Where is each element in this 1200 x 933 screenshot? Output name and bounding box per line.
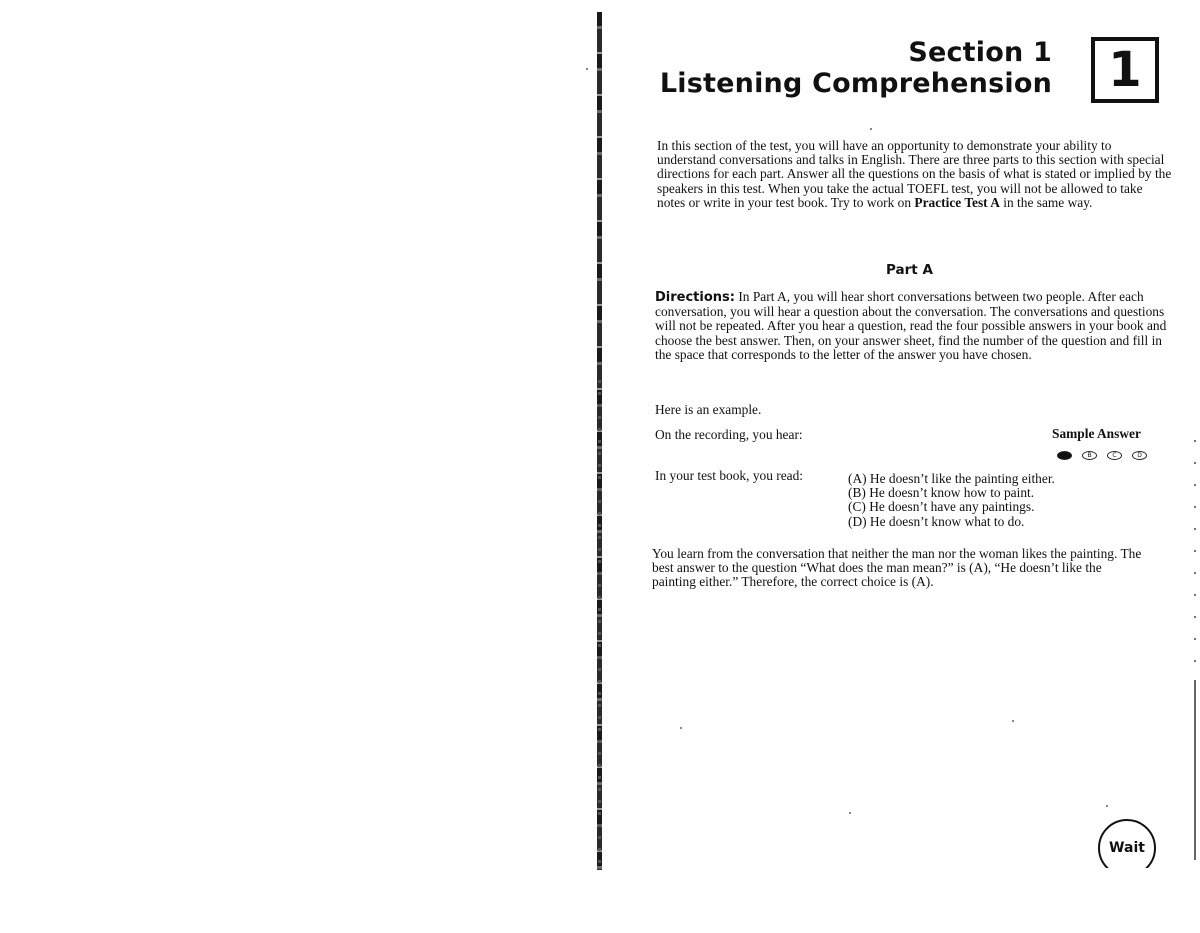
option-b: (B) He doesn’t know how to paint. [848, 485, 1035, 501]
wait-label: Wait [1109, 840, 1145, 856]
scan-speck [870, 128, 872, 130]
option-d: (D) He doesn’t know what to do. [848, 513, 1025, 529]
test-book-label: In your test book, you read: [655, 468, 804, 483]
sample-answer-bubbles [1057, 451, 1147, 460]
directions-text: In Part A, you will hear short conversations between two people. After each conversation, you will hear a question about the conversation. The conversations and questions will not be repeated. After you hear a question, read the four possible answers in your book and choose the best answer. Then, on your answer sheet, find the number of the question and fill in the space that corresponds to the letter of the answer you have chosen. [655, 289, 1167, 362]
scan-speck [1106, 805, 1108, 807]
option-a: (A) He doesn’t like the painting either. [848, 471, 1055, 486]
wait-badge-clip [1096, 868, 1158, 880]
section-title: Section 1 [908, 37, 1052, 68]
answer-bubble-d: D [1132, 451, 1147, 460]
explanation-paragraph: You learn from the conversation that neither the man nor the woman likes the painting. The best answer to the question “What does the man mean?” is (A), “He doesn’t like the painting either.” Therefore, the correct choice is (A). [652, 546, 1142, 590]
directions-paragraph [655, 290, 1175, 362]
intro-text: In this section of the test, you will have an opportunity to demonstrate your ability to understand conversations and talks in English. There are three parts to this section with special directions for each part. Answer all the questions on the basis of what is stated or implied by the speakers in this test. When you take the actual TOEFL test, you will not be allowed to take notes or write in your test book. Try to work on [657, 138, 1172, 210]
directions-label: Directions: [655, 290, 735, 305]
page-right-edge-lower [1194, 680, 1196, 860]
intro-paragraph [657, 139, 1172, 210]
part-heading: Part A [886, 262, 933, 278]
sample-answer-label: Sample Answer [1052, 426, 1141, 441]
book-spine-dots [598, 380, 601, 870]
intro-text-end: in the same way. [999, 194, 1093, 210]
page-title [660, 37, 1052, 99]
recording-label: On the recording, you hear: [655, 427, 803, 442]
section-subtitle: Listening Comprehension [659, 68, 1052, 99]
answer-bubble-c: C [1107, 451, 1122, 460]
example-intro: Here is an example. [655, 402, 762, 417]
option-c: (C) He doesn’t have any paintings. [848, 499, 1035, 515]
intro-bold-text: Practice Test A [914, 194, 1000, 210]
answer-bubble-b: B [1082, 451, 1097, 460]
scan-speck [1012, 720, 1014, 722]
scan-speck [849, 812, 851, 814]
scan-speck [586, 68, 588, 70]
section-number-box: 1 [1091, 37, 1159, 103]
scan-speck [680, 727, 682, 729]
answer-bubble-a: A [1057, 451, 1072, 460]
answer-options [848, 472, 1055, 529]
